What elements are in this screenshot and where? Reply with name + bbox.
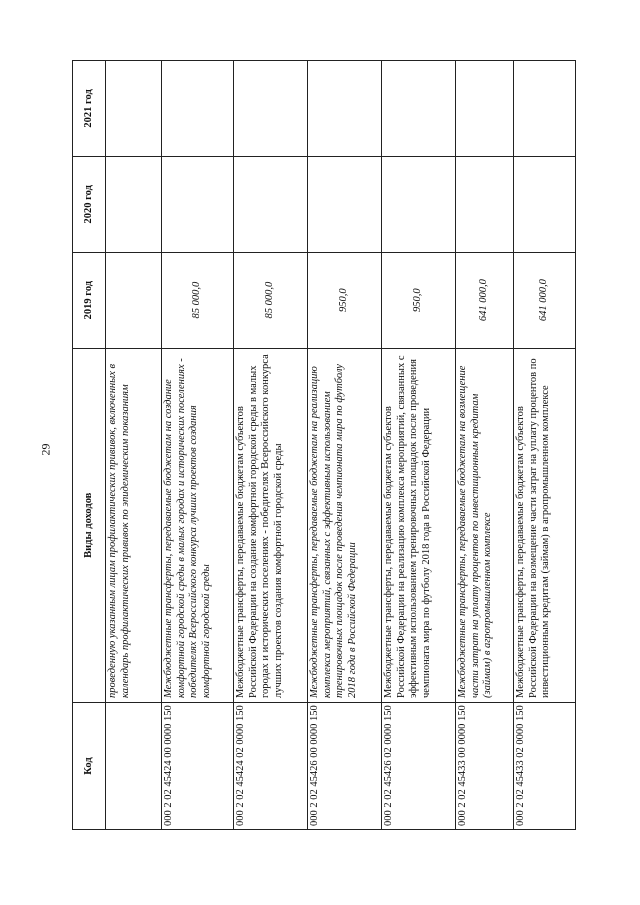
header-2020: 2020 год xyxy=(73,156,106,252)
rotated-table-container xyxy=(72,60,554,830)
row-revenue-type: Межбюджетные трансферты, передаваемые бюджетам на создание комфортной городской среды в малых городах и исторических поселениях - победителях Всероссийского конкурса лучших проектов создания комфортной городской среды xyxy=(162,348,234,702)
row-value-2019: 950,0 xyxy=(382,252,456,348)
table-header-row xyxy=(73,61,106,830)
header-revenue-type: Виды доходов xyxy=(73,348,106,702)
row-value-2021 xyxy=(514,61,576,157)
row-value-2021 xyxy=(382,61,456,157)
table-row xyxy=(308,61,382,830)
row-value-2021 xyxy=(234,61,308,157)
row-revenue-type: Межбюджетные трансферты, передаваемые бюджетам субъектов Российской Федерации на возмещение части затрат на уплату процентов по инвестиционным кредитам (займам) в агропромышленном комплексе xyxy=(514,348,576,702)
row-value-2021 xyxy=(106,61,162,157)
row-value-2019: 85 000,0 xyxy=(234,252,308,348)
row-revenue-type: Межбюджетные трансферты, передаваемые бюджетам на реализацию комплекса мероприятий, связанных с эффективным использованием тренировочных площадок после проведения чемпионата мира по футболу 2018 года в Российской Федерации xyxy=(308,348,382,702)
row-value-2021 xyxy=(162,61,234,157)
row-revenue-type: Межбюджетные трансферты, передаваемые бюджетам субъектов Российской Федерации на реализацию комплекса мероприятий, связанных с эффективным использованием тренировочных площадок после проведения чемпионата мира по футболу 2018 года в Российской Федерации xyxy=(382,348,456,702)
row-value-2019: 641 000,0 xyxy=(456,252,514,348)
row-value-2021 xyxy=(308,61,382,157)
table-row xyxy=(382,61,456,830)
row-code: 000 2 02 45426 02 0000 150 xyxy=(382,703,456,830)
header-2019: 2019 год xyxy=(73,252,106,348)
revenue-table xyxy=(72,60,576,830)
row-value-2020 xyxy=(514,156,576,252)
row-code xyxy=(106,703,162,830)
row-value-2020 xyxy=(162,156,234,252)
row-revenue-type: Межбюджетные трансферты, передаваемые бюджетам на возмещение части затрат на уплату процентов по инвестиционным кредитам (займам) в агропромышленном комплексе xyxy=(456,348,514,702)
row-revenue-type: Межбюджетные трансферты, передаваемые бюджетам субъектов Российской Федерации на создание комфортной городской среды в малых городах и исторических поселениях - победителях Всероссийского конкурса лучших проектов создания комфортной городской среды xyxy=(234,348,308,702)
row-code: 000 2 02 45433 00 0000 150 xyxy=(456,703,514,830)
row-value-2020 xyxy=(234,156,308,252)
row-code: 000 2 02 45426 00 0000 150 xyxy=(308,703,382,830)
row-code: 000 2 02 45424 00 0000 150 xyxy=(162,703,234,830)
row-value-2020 xyxy=(456,156,514,252)
row-code: 000 2 02 45424 02 0000 150 xyxy=(234,703,308,830)
table-row xyxy=(106,61,162,830)
row-revenue-type: проведенную указанным лицам профилактических прививок, включенных в календарь профилактических прививок по эпидемическим показаниям xyxy=(106,348,162,702)
header-code: Код xyxy=(73,703,106,830)
page-number: 29 xyxy=(38,443,53,456)
table-row xyxy=(514,61,576,830)
row-value-2020 xyxy=(308,156,382,252)
row-value-2021 xyxy=(456,61,514,157)
table-row xyxy=(162,61,234,830)
table-row xyxy=(234,61,308,830)
header-2021: 2021 год xyxy=(73,61,106,157)
row-code: 000 2 02 45433 02 0000 150 xyxy=(514,703,576,830)
row-value-2019: 85 000,0 xyxy=(162,252,234,348)
row-value-2020 xyxy=(106,156,162,252)
row-value-2019 xyxy=(106,252,162,348)
row-value-2019: 641 000,0 xyxy=(514,252,576,348)
row-value-2019: 950,0 xyxy=(308,252,382,348)
row-value-2020 xyxy=(382,156,456,252)
table-row xyxy=(456,61,514,830)
